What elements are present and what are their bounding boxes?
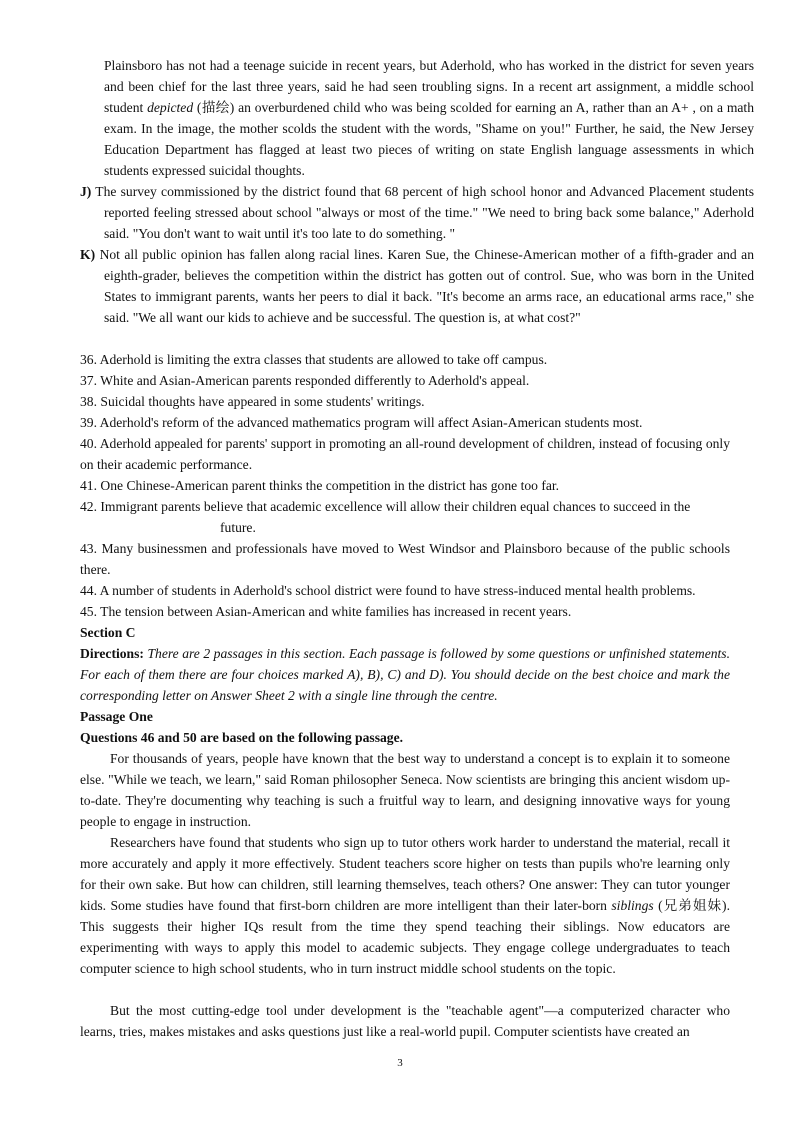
passage-title: Passage One [80,709,153,724]
question-42: 42. Immigrant parents believe that academic excellence will allow their children equal chances to succeed in the future. [80,499,691,535]
question-36: 36. Aderhold is limiting the extra classes that students are allowed to take off campus. [80,352,548,367]
directions-text: There are 2 passages in this section. Each passage is followed by some questions or unfinished statements. For each of them there are four choices marked A), B), C) and D). You should decide on the best choice and mark the corresponding letter on Answer Sheet 2 with a single line through the centre. [80,646,730,703]
question-44: 44. A number of students in Aderhold's school district were found to have stress-induced mental health problems. [80,583,696,598]
paragraph-text: Plainsboro has not had a teenage suicide in recent years, but Aderhold, who has worked in the district for seven years and been chief for the last three years, said he had seen troubling signs. In a recent art assignment, a middle school student [104,58,754,115]
gloss: (描绘) [193,100,239,115]
question-41: 41. One Chinese-American parent thinks the competition in the district has gone too far. [80,478,560,493]
paragraph-text: The survey commissioned by the district found that 68 percent of high school honor and Advanced Placement students reported feeling stressed about school "always or most of the time." "We need to bring back some balance," Aderhold said. "You don't want to wait until it's too late to do something. " [95,184,754,241]
italic-word: siblings [611,898,654,913]
question-43: 43. Many businessmen and professionals have moved to West Windsor and Plainsboro because of the public schools there. [80,541,730,577]
paragraph-label: J) [80,184,92,199]
passage-paragraph-i [80,55,754,181]
passage-paragraph-k [80,244,754,328]
question-38: 38. Suicidal thoughts have appeared in some students' writings. [80,394,425,409]
passage-one-paragraph-2: Researchers have found that students who sign up to tutor others work harder to understand the material, recall it more accurately and apply it more effectively. Student teachers score higher on tests than pupils who're learning only for their own sake. But how can children, still learning themselves, teach others? One answer: They can tutor younger kids. Some studies have found that first-born children are more intelligent than their later-born siblings (兄弟姐妹). This suggests their higher IQs result from the time they spend teaching their siblings. Now educators are experimenting with ways to apply this model to academic subjects. They engage college undergraduates to teach computer science to high school students, who in turn instruct middle school students on the topic. [80,835,730,976]
directions-label: Directions: [80,646,144,661]
passage-paragraph-j [80,181,754,244]
paragraph-text: an overburdened child who was being scolded for earning an A, rather than an A+ , on a math exam. In the image, the mother scolds the student with the words, "Shame on you!" Further, he said, the New Jersey Education Department has flagged at least two pieces of writing on state English language assessments in which students expressed suicidal thoughts. [104,100,754,178]
page-number: 3 [397,1057,403,1069]
paragraph-label: K) [80,247,96,262]
passage-one-paragraph-1: For thousands of years, people have known that the best way to understand a concept is to explain it to someone else. "While we teach, we learn," said Roman philosopher Seneca. Now scientists are bringing this ancient wisdom up-to-date. They're documenting why teaching is such a fruitful way to learn, and designing innovative ways for young people to engage in instruction. [80,751,730,829]
question-45: 45. The tension between Asian-American and white families has increased in recent years. [80,604,572,619]
question-37: 37. White and Asian-American parents responded differently to Aderhold's appeal. [80,373,530,388]
passage-one-paragraph-3: But the most cutting-edge tool under development is the "teachable agent"—a computerized character who learns, tries, makes mistakes and asks questions just like a real-world pupil. Computer scientists have created an [80,1003,730,1039]
directions [80,643,730,706]
question-40: 40. Aderhold appealed for parents' support in promoting an all-round development of children, instead of focusing only on their academic performance. [80,436,731,472]
question-39: 39. Aderhold's reform of the advanced mathematics program will affect Asian-American students most. [80,415,643,430]
section-heading: Section C [80,625,136,640]
italic-word: depicted [147,100,194,115]
paragraph-text: Not all public opinion has fallen along racial lines. Karen Sue, the Chinese-American mother of a fifth-grader and an eighth-grader, believes the competition within the district has gotten out of control. Sue, who was born in the United States to immigrant parents, wants her peers to dial it back. "It's become an arms race, an educational arms race," she said. "We all want our kids to achieve and be successful. The question is, at what cost?" [99,247,754,325]
passage-subtitle: Questions 46 and 50 are based on the following passage. [80,730,404,745]
